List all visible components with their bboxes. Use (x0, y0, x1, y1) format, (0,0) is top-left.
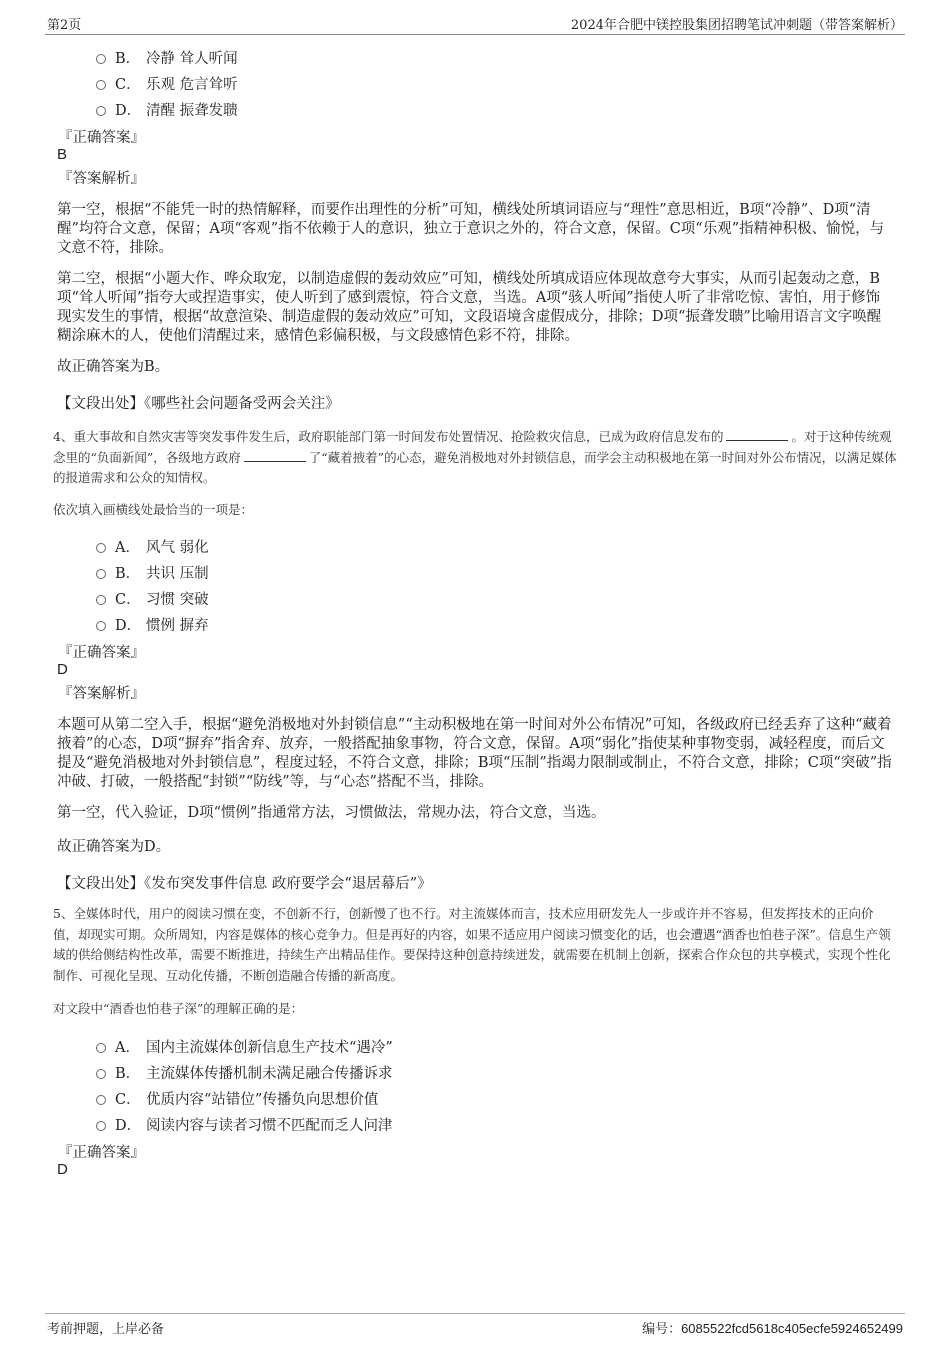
q4-answer-label: 『正确答案』 (58, 645, 145, 661)
q4-analysis-paragraph-1: 本题可从第二空入手，根据“避免消极地对外封锁信息”“主动积极地在第一时间对外公布情况”可知，各级政府已经丢弃了这种“藏着掖着”的心态，D项“摒弃”指舍弃、放弃，一般搭配抽象事物，符合文意，保留。A项“弱化”指使某种事物变弱，减轻程度，而后文提及“避免消极地对外封锁信息”，程度过轻，不符合文意，排除；B项“压制”指竭力限制或制止，不符合文意，排除；C项“突破”指冲破、打破，一般搭配“封锁”“防线”等，与“心态”搭配不当，排除。 (57, 717, 892, 790)
document-title: 2024年合肥中镁控股集团招聘笔试冲刺题（带答案解析） (570, 18, 903, 33)
radio-icon[interactable] (96, 54, 106, 64)
q4-analysis-conclusion: 故正确答案为D。 (57, 839, 171, 855)
radio-icon[interactable] (96, 80, 106, 90)
radio-icon[interactable] (96, 621, 106, 631)
q3-analysis-label: 『答案解析』 (58, 171, 145, 187)
q3-analysis-conclusion: 故正确答案为B。 (57, 359, 170, 375)
q4-analysis-label: 『答案解析』 (58, 686, 145, 702)
q4-source: 【文段出处】《发布突发事件信息 政府要学会“退居幕后”》 (57, 876, 432, 892)
page-header (45, 12, 905, 35)
footer-slogan: 考前押题，上岸必备 (47, 1322, 165, 1337)
page-number: 第2页 (47, 18, 82, 33)
q5-stem: 5、全媒体时代，用户的阅读习惯在变，不创新不行，创新慢了也不行。对主流媒体而言，技术应用研发先人一步或许并不容易，但发挥技术的正向价值，却现实可期。众所周知，内容是媒体的核心竞争力。但是再好的内容，如果不适应用户阅读习惯变化的话，也会遭遇“酒香也怕巷子深”。信息生产领域的供给侧结构性改革，需要不断推进，持续生产出精品佳作。要保持这种创意持续迸发，就需要在机制上创新，探索合作众包的共享模式，实现个性化制作、可视化呈现、互动化传播，不断创造融合传播的新高度。 (53, 906, 891, 983)
q4-answer: D (57, 661, 68, 678)
document-id: 编号：6085522fcd5618c405ecfe5924652499 (642, 1321, 903, 1336)
q4-prompt: 依次填入画横线处最恰当的一项是： (53, 502, 254, 517)
q5-prompt: 对文段中“酒香也怕巷子深”的理解正确的是： (53, 1001, 304, 1016)
fill-blank (244, 449, 306, 462)
radio-icon[interactable] (96, 106, 106, 116)
q5-answer: D (57, 1161, 68, 1178)
radio-icon[interactable] (96, 1069, 106, 1079)
page-footer (45, 1313, 905, 1340)
q5-answer-label: 『正确答案』 (58, 1145, 145, 1161)
radio-icon[interactable] (96, 1043, 106, 1053)
radio-icon[interactable] (96, 569, 106, 579)
q4-stem: 4、重大事故和自然灾害等突发事件发生后，政府职能部门第一时间发布处置情况、抢险救灾信息，已成为政府信息发布的 。对于这种传统观念里的“负面新闻”，各级地方政府 了“藏着掖着”的心态，避免消极地对外封锁信息，而学会主动积极地在第一时间对外公布情况，以满足媒体的报道需求和公众的知情权。 (53, 429, 897, 485)
q3-analysis-paragraph-2: 第二空，根据“小题大作、哗众取宠，以制造虚假的轰动效应”可知，横线处所填成语应体现故意夸大事实，从而引起轰动之意，B项“耸人听闻”指夸大或捏造事实，使人听到了感到震惊，符合文意，当选。A项“骇人听闻”指使人听了非常吃惊、害怕，用于修饰现实发生的事情，根据“故意渲染、制造虚假的轰动效应”可知，文段语境含虚假成分，排除；D项“振聋发聩”比喻用语言文字唤醒糊涂麻木的人，使他们清醒过来，感情色彩偏积极，与文段感情色彩不符，排除。 (57, 271, 882, 344)
q3-source: 【文段出处】《哪些社会问题备受两会关注》 (57, 396, 340, 412)
radio-icon[interactable] (96, 543, 106, 553)
radio-icon[interactable] (96, 1095, 106, 1105)
q4-analysis-paragraph-2: 第一空，代入验证，D项“惯例”指通常方法，习惯做法，常规办法，符合文意，当选。 (57, 805, 606, 821)
radio-icon[interactable] (96, 595, 106, 605)
q3-answer-label: 『正确答案』 (58, 130, 145, 146)
q3-answer: B (57, 146, 68, 163)
fill-blank (726, 428, 788, 441)
radio-icon[interactable] (96, 1121, 106, 1131)
q3-analysis-paragraph-1: 第一空，根据“不能凭一时的热情解释，而要作出理性的分析”可知，横线处所填词语应与“理性”意思相近，B项“冷静”、D项“清醒”均符合文意，保留；A项“客观”指不依赖于人的意识，独立于意识之外的，符合文意，保留。C项“乐观”指精神积极、愉悦，与文意不符，排除。 (57, 202, 885, 256)
